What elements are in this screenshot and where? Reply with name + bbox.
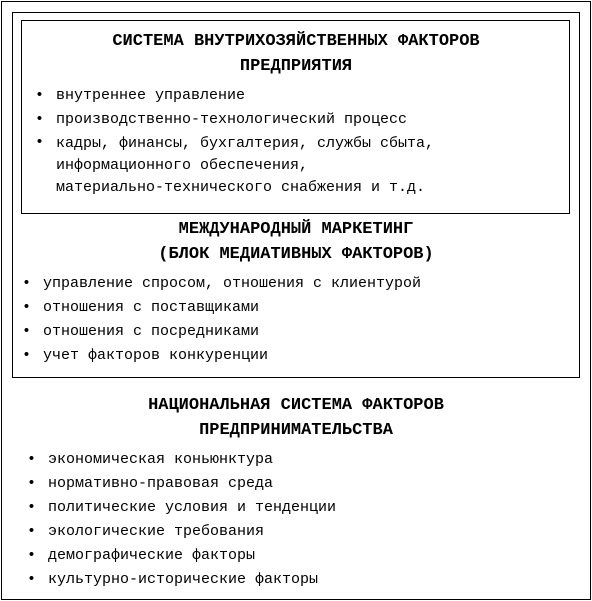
list-item: • отношения с посредниками xyxy=(17,320,572,344)
list-item: • экологические требования xyxy=(22,520,582,544)
list-item: • кадры, финансы, бухгалтерия, службы сбыта, информационного обеспечения, материально-технического снабжения и т.д. xyxy=(35,134,435,196)
bullet-icon: • xyxy=(27,571,37,588)
bullet-icon: • xyxy=(35,87,45,104)
bullet-icon: • xyxy=(22,275,32,292)
bullet-icon: • xyxy=(27,523,37,540)
list-item: • нормативно-правовая среда xyxy=(22,472,582,496)
bullet-icon: • xyxy=(22,323,32,340)
list-item: • производственно-технологический процесс xyxy=(30,108,565,132)
national-factors-list xyxy=(22,448,582,592)
list-item: • управление спросом, отношения с клиентурой xyxy=(17,272,572,296)
bullet-icon: • xyxy=(27,547,37,564)
list-item: • отношения с поставщиками xyxy=(17,296,572,320)
internal-factors-title: СИСТЕМА ВНУТРИХОЗЯЙСТВЕННЫХ ФАКТОРОВ ПРЕДПРИЯТИЯ xyxy=(112,32,480,76)
list-item: • демографические факторы xyxy=(22,544,582,568)
bullet-icon: • xyxy=(27,475,37,492)
bullet-icon: • xyxy=(27,451,37,468)
bullet-icon: • xyxy=(22,347,32,364)
bullet-icon: • xyxy=(27,499,37,516)
list-item: • экономическая коньюнктура xyxy=(22,448,582,472)
internal-factors-list xyxy=(30,84,565,199)
bullet-icon: • xyxy=(35,134,45,151)
national-factors-title: НАЦИОНАЛЬНАЯ СИСТЕМА ФАКТОРОВ ПРЕДПРИНИМАТЕЛЬСТВА xyxy=(148,396,444,440)
international-marketing-list xyxy=(17,272,572,368)
international-marketing-title: МЕЖДУНАРОДНЫЙ МАРКЕТИНГ (БЛОК МЕДИАТИВНЫХ ФАКТОРОВ) xyxy=(158,220,434,264)
bullet-icon: • xyxy=(22,299,32,316)
bullet-icon: • xyxy=(35,111,45,128)
list-item: • внутреннее управление xyxy=(30,84,565,108)
list-item: • культурно-исторические факторы xyxy=(22,568,582,592)
list-item: • политические условия и тенденции xyxy=(22,496,582,520)
list-item: • учет факторов конкуренции xyxy=(17,344,572,368)
